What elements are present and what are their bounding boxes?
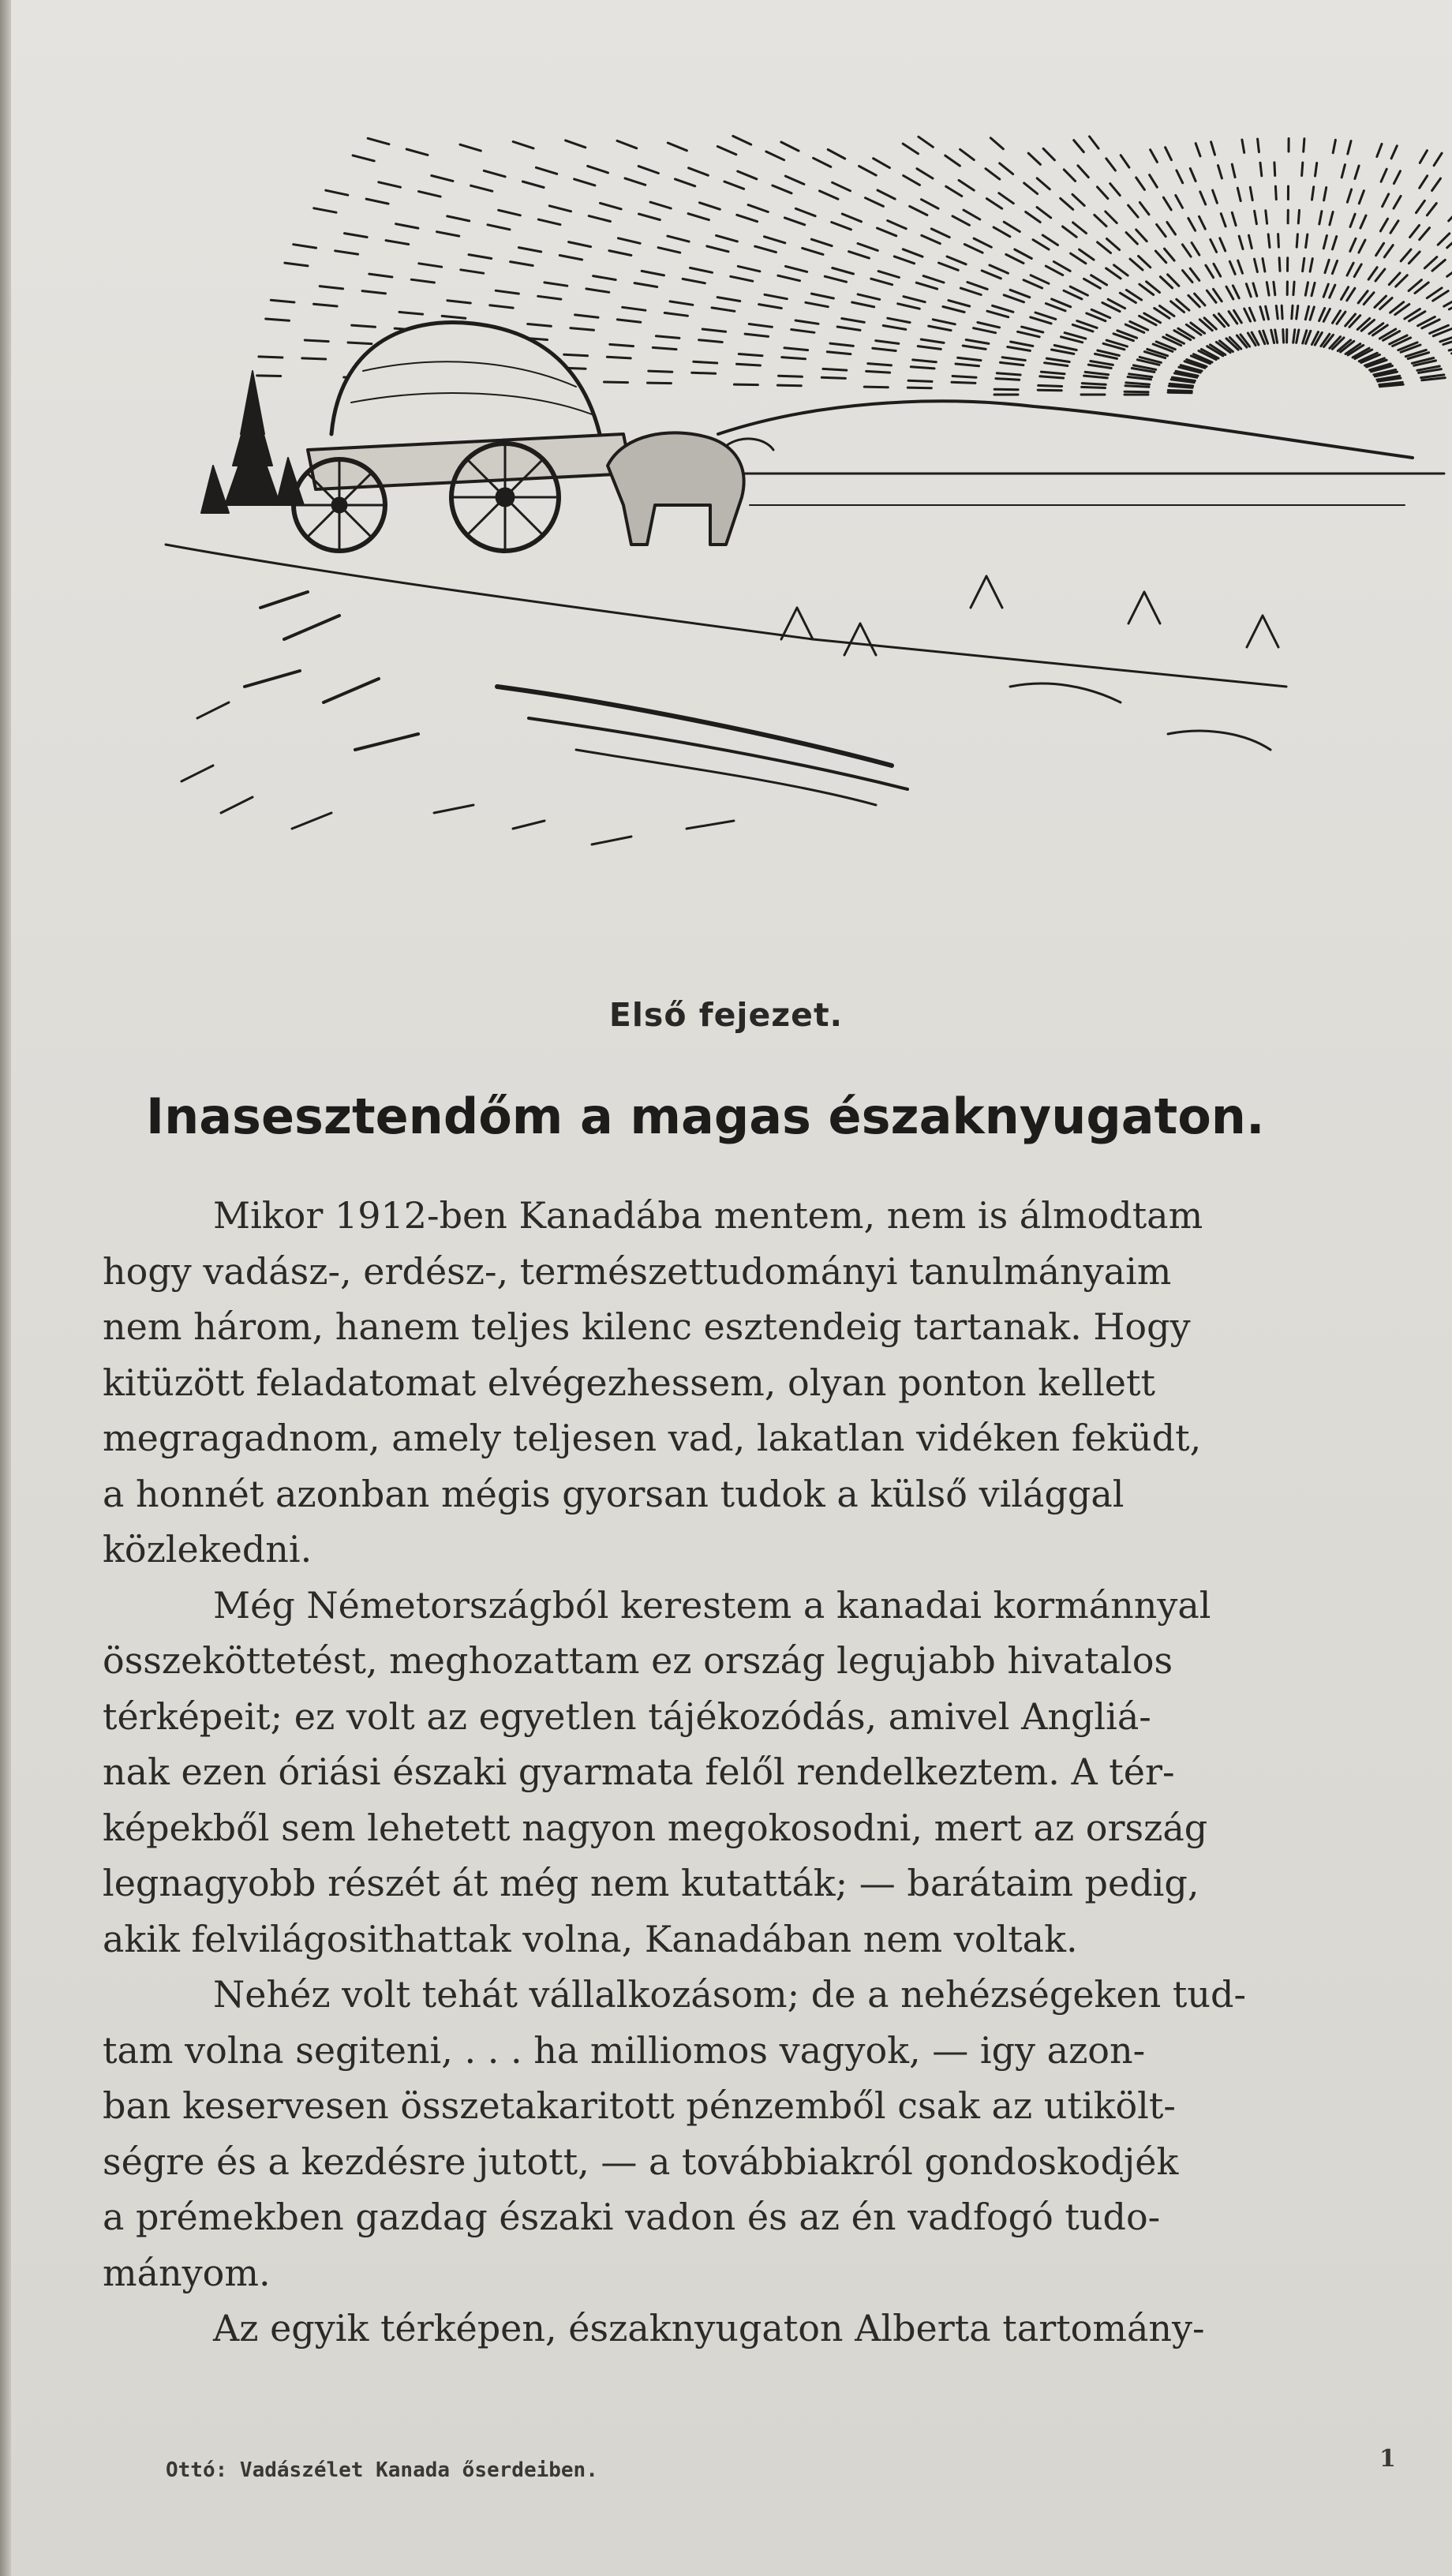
text-line: akik felvilágosithattak volna, Kanadában nem voltak. — [103, 1917, 1078, 1960]
text-line: térképeit; ez volt az egyetlen tájékozódás, amivel Angliá- — [103, 1694, 1151, 1738]
text-line: hogy vadász-, erdész-, természettudományi tanulmányaim — [103, 1249, 1172, 1293]
text-line: tam volna segiteni, . . . ha milliomos vagyok, — igy azon- — [103, 2028, 1146, 2072]
body-text — [103, 1188, 1452, 2357]
text-line: a prémekben gazdag északi vadon és az én vadfogó tudo- — [103, 2196, 1161, 2238]
text-line: kitüzött feladatomat elvégezhessem, olyan ponton kellett — [103, 1361, 1155, 1404]
running-footer: Ottó: Vadászélet Kanada őserdeiben. — [166, 2458, 598, 2482]
chapter-title: Inasesztendőm a magas északnyugaton. — [146, 1088, 1265, 1145]
text-line: a honnét azonban mégis gyorsan tudok a külső világgal — [103, 1472, 1125, 1515]
text-line: közlekedni. — [103, 1528, 312, 1571]
text-line: megragadnom, amely teljesen vad, lakatlan vidéken feküdt, — [103, 1417, 1202, 1459]
text-line: összeköttetést, meghozattam ez ország legujabb hivatalos — [103, 1639, 1173, 1682]
text-line: ségre és a kezdésre jutott, — a továbbiakról gondoskodjék — [103, 2140, 1179, 2183]
text-line: ban keservesen összetakaritott pénzemből csak az utikölt- — [103, 2084, 1176, 2127]
text-line: nak ezen óriási északi gyarmata felől rendelkeztem. A tér- — [103, 1750, 1175, 1793]
text-line: Az egyik térképen, északnyugaton Alberta tartomány- — [213, 2307, 1205, 2349]
chapter-label: Első fejezet. — [608, 996, 844, 1034]
text-line: Nehéz volt tehát vállalkozásom; de a nehézségeken tud- — [213, 1973, 1247, 2016]
text-line: legnagyobb részét át még nem kutatták; — barátaim pedig, — [103, 1862, 1199, 1904]
text-line: nem három, hanem teljes kilenc esztendeig tartanak. Hogy — [103, 1305, 1191, 1348]
text-line: Még Németországból kerestem a kanadai kormánnyal — [213, 1583, 1211, 1627]
text-line: Mikor 1912-ben Kanadába mentem, nem is álmodtam — [213, 1194, 1203, 1237]
page-edge — [0, 0, 11, 2576]
text-line: képekből sem lehetett nagyon megokosodni, mert az ország — [103, 1806, 1208, 1849]
covered-wagon-illustration — [103, 134, 1452, 923]
page-number: 1 — [1379, 2445, 1396, 2473]
text-line: mányom. — [103, 2251, 271, 2294]
